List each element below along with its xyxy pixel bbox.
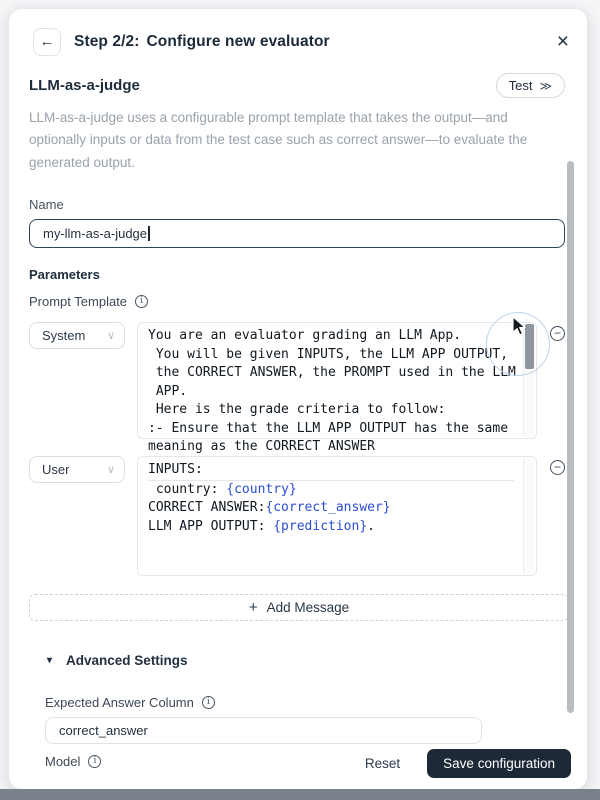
advanced-settings-label: Advanced Settings <box>66 653 188 669</box>
modal-title-text: Configure new evaluator <box>146 33 330 50</box>
model-label: Model <box>45 754 81 770</box>
configure-evaluator-modal <box>8 8 588 790</box>
evaluator-type-heading: LLM-as-a-judge <box>29 77 140 94</box>
minus-glyph: − <box>553 460 561 475</box>
name-input-value: my-llm-as-a-judge <box>43 226 148 242</box>
user-prompt-content: INPUTS: country: {country} CORRECT ANSWER:{correct_answer} LLM APP OUTPUT: {prediction}. <box>148 461 514 536</box>
reset-button[interactable]: Reset <box>364 756 401 771</box>
double-chevron-icon: ≫ <box>539 78 552 93</box>
chevron-down-icon: ∨ <box>106 464 115 477</box>
modal-title <box>74 33 330 51</box>
role-select-system-value: System <box>42 328 86 344</box>
modal-footer <box>365 749 571 778</box>
plus-icon: + <box>248 599 258 617</box>
modal-body <box>9 73 587 769</box>
add-message-label: Add Message <box>266 600 350 616</box>
info-icon[interactable]: i <box>88 755 101 768</box>
name-label: Name <box>29 197 64 213</box>
evaluator-description: LLM-as-a-judge uses a configurable prompt template that takes the output—and optionally inputs or data from the test case such as correct answer—to evaluate the generated output. <box>29 110 528 170</box>
caret-down-icon: ▾ <box>47 655 53 667</box>
evaluator-header-row <box>29 73 565 98</box>
chevron-down-icon: ∨ <box>106 330 115 343</box>
name-input[interactable] <box>29 219 565 248</box>
test-button-label: Test <box>508 78 533 93</box>
back-button[interactable] <box>33 28 61 56</box>
info-icon[interactable]: i <box>135 295 148 308</box>
modal-header <box>9 9 587 56</box>
add-message-button[interactable] <box>29 594 569 621</box>
textarea-scrollbar-thumb[interactable] <box>525 324 534 369</box>
message-row-system <box>29 322 565 455</box>
role-select-user-value: User <box>42 462 70 478</box>
step-indicator: Step 2/2: <box>74 33 140 50</box>
parameters-label: Parameters <box>29 267 100 283</box>
expected-answer-input-value: correct_answer <box>59 723 148 739</box>
textarea-scrollbar-track[interactable] <box>523 458 535 574</box>
system-prompt-content: You are an evaluator grading an LLM App. You will be given INPUTS, the LLM APP OUTPUT, the CORRECT ANSWER, the PROMPT used in the LLM APP. Here is the grade criteria to follow: :- Ensure that the LLM APP OUTPUT has the same meaning as the CORRECT ANSWER <box>148 328 516 455</box>
remove-message-icon[interactable] <box>550 326 565 341</box>
system-prompt-textarea[interactable] <box>137 322 537 455</box>
close-icon: × <box>556 30 569 53</box>
test-button[interactable] <box>496 73 565 98</box>
message-row-user <box>29 456 565 576</box>
modal-scrollbar-thumb[interactable] <box>567 161 574 713</box>
textarea-scrollbar-track[interactable] <box>523 324 535 437</box>
info-icon[interactable]: i <box>202 696 215 709</box>
role-select-system[interactable] <box>29 322 125 349</box>
prompt-template-label: Prompt Template <box>29 294 128 310</box>
role-select-user[interactable] <box>29 456 125 483</box>
back-arrow-icon: ← <box>39 33 55 50</box>
save-configuration-button[interactable]: Save configuration <box>427 749 571 778</box>
close-button[interactable] <box>557 32 569 52</box>
expected-answer-input[interactable] <box>45 717 482 744</box>
remove-message-icon[interactable] <box>550 460 565 475</box>
user-prompt-textarea[interactable] <box>137 456 537 576</box>
minus-glyph: − <box>553 326 561 341</box>
text-caret <box>148 226 150 241</box>
prompt-template-label-row <box>29 294 565 309</box>
background-bottom-bar <box>0 789 600 800</box>
expected-answer-label-row <box>45 695 565 710</box>
advanced-settings-toggle[interactable] <box>47 653 565 668</box>
expected-answer-label: Expected Answer Column <box>45 695 194 711</box>
